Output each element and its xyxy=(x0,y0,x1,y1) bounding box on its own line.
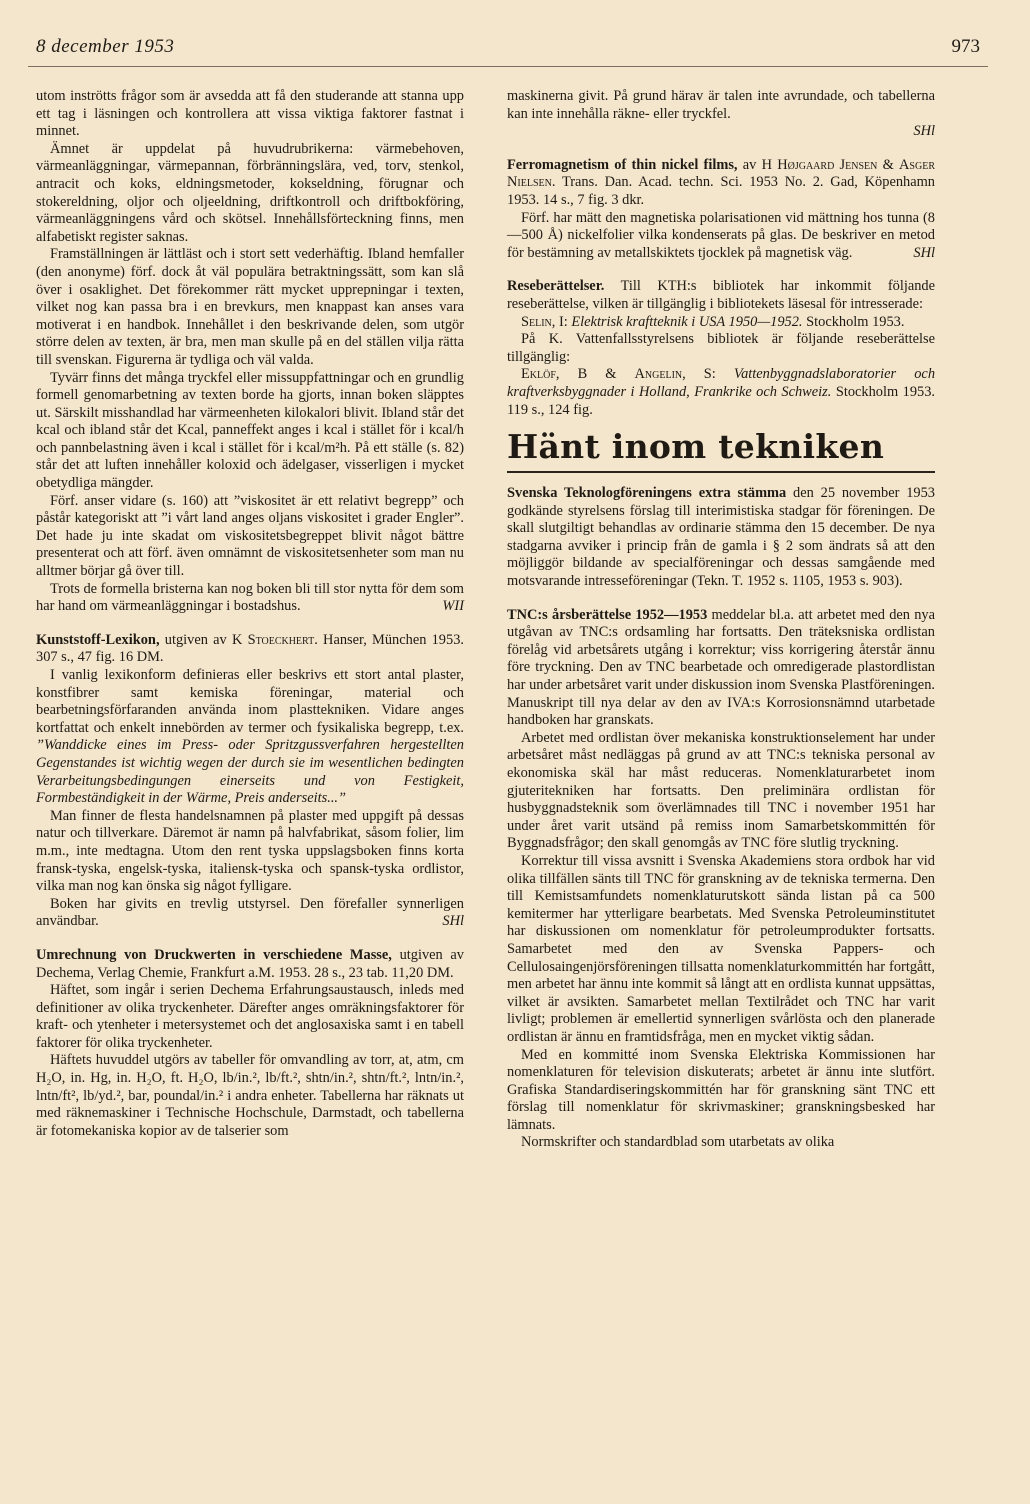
book-title: Umrechnung von Druckwerten in verschiedene Masse, xyxy=(36,946,392,963)
review-paragraph: utom inströtts frågor som är avsedda att få den studerande att stanna upp ett tag i läsningen och kontrollera att vissa viktiga faktorer fastnat i minnet. xyxy=(36,88,464,140)
report-title: Elektrisk kraftteknik i USA 1950—1952. xyxy=(571,313,803,330)
news-text: den 25 november 1953 godkände styrelsens förslag till interimistiska stadgar för föreningen. De skall slutgiltigt behandlas av ordinarie stämma den 15 december. De nya stadgarna avviker i princip från de gamla i § 2 som ändrats så att den möjliggör bildande av specialföreningar och dessas samgående med motsvarande intresseföreningar (Tekn. T. 1952 s. 1105, 1953 s. 903). xyxy=(507,485,935,590)
book-citation xyxy=(36,947,464,982)
news-paragraph xyxy=(507,607,935,730)
news-paragraph: Normskrifter och standardblad som utarbetats av olika xyxy=(521,1134,835,1151)
spacer xyxy=(507,141,935,157)
book-author: Asger Nielsen xyxy=(507,156,935,191)
citation-text: & xyxy=(877,156,900,173)
review-paragraph xyxy=(507,210,935,263)
book-citation xyxy=(507,157,935,210)
review-paragraph xyxy=(36,667,464,808)
listing-text: , I: xyxy=(551,313,572,330)
review-paragraph xyxy=(36,581,464,616)
citation-text: . Trans. Dan. Acad. techn. Sci. 1953 No. 2. Gad, Köpenhamn 1953. 14 s., 7 fig. 3 dkr. xyxy=(507,174,935,208)
citation-text: utgiven av Dechema, Verlag Chemie, Frankfurt a.M. 1953. 28 s., 23 tab. 11,20 DM. xyxy=(36,946,464,981)
review-paragraph: Häftets huvuddel utgörs av tabeller för omvandling av torr, at, atm, cm H₂O, in. Hg, in. H₂O, ft. H₂O, lb/in.², lb/ft.², shtn/in.², shtn/ft.², lntn/in.², lntn/ft², lb/yd.², bar, poundal/in.² i andra enheter. Tabellerna har räknats ut med räknemaskiner i Technische Hochschule, Darmstadt, och tabellerna är fotomekaniska kopior av de talserier som xyxy=(36,1052,464,1139)
review-text: I vanlig lexikonform definieras eller beskrivs ett stort antal plaster, konstfibrer samt kemiska föreningar, material och bearbetningsförfaranden använda inom plasttekniken. Vidare anges kortfattat och enkelt innebörden av termer och fysikaliska begrepp, t.ex. xyxy=(36,667,464,736)
spacer xyxy=(507,591,935,607)
report-author: Eklöf xyxy=(521,366,556,383)
page-number: 973 xyxy=(951,36,980,57)
reviewer-signature: WII xyxy=(442,598,464,615)
review-text: Förf. har mätt den magnetiska polarisationen vid mättning hos tunna (8—500 Å) nickelfolier vilka kondenserats på glas. De beskriver en metod för bestämning av metallskiktets tjocklek på magnetisk väg. xyxy=(507,209,935,261)
book-author: Stoeckhert xyxy=(247,631,315,648)
review-paragraph: Förf. anser vidare (s. 160) att ”viskositet är ett relativt begrepp” och påstår kategoriskt att ”i vårt land anges oljans viskositet i grader Engler”. Det hade ju inte skadat om viskositetsbegreppet blivit något bättre presenterat och att förf. även omnämnt de viskositetsenheter som man nu alltmer börjar gå över till. xyxy=(36,492,464,580)
citation-text: . Hanser, München 1953. 307 s., 47 fig. 16 DM. xyxy=(36,631,464,666)
review-paragraph: Häftet, som ingår i serien Dechema Erfahrungsaustausch, inleds med definitioner av olika tryckenheter. Därefter anges omräkningsfaktorer för kraft- och ytenheter i metersystemet och det anglosaxiska samt i en tabell faktorer för olika tryckenheter. xyxy=(36,982,464,1051)
reviewer-signature: SHl xyxy=(913,123,935,140)
notice-paragraph xyxy=(507,278,935,313)
page-header xyxy=(28,34,988,67)
report-author: Selin xyxy=(521,313,552,330)
section-divider xyxy=(507,471,935,473)
listing-text: , S: xyxy=(682,366,734,383)
listing-text: , B & xyxy=(555,366,635,383)
listing-text: Stockholm 1953. xyxy=(802,313,905,330)
citation-text: av H xyxy=(737,156,778,173)
book-title: Kunststoff-Lexikon, xyxy=(36,631,160,648)
review-text: Trots de formella bristerna kan nog boken bli till stor nytta för dem som har hand om värmeanläggningar i bostadshus. xyxy=(36,580,464,615)
section-heading: Hänt inom tekniken xyxy=(507,427,885,467)
report-listing xyxy=(507,314,935,332)
review-paragraph: Man finner de flesta handelsnamnen på plaster med uppgift på dessas natur och tillverkare. Däremot är namn på halvfabrikat, såsom folier, lim m.m., inte medtagna. Utom den rent tyska uppslagsboken finns korta fransk-tyska, engelsk-tyska, italiensk-tyska och spansk-tyska ordlistor, vilka man nog kan önska sig något fylligare. xyxy=(36,807,464,895)
book-title: Ferromagnetism of thin nickel films, xyxy=(507,156,738,173)
report-author: Angelin xyxy=(634,366,683,383)
review-paragraph xyxy=(36,896,464,931)
listing-text: Stockholm 1953. 119 s., 124 fig. xyxy=(507,383,936,418)
notice-title: Reseberättelser. xyxy=(507,278,605,295)
right-column xyxy=(507,88,935,1152)
quoted-text: ”Wanddicke eines im Press- oder Spritzgussverfahren hergestellten Gegenstandes ist wichtig wegen der durch sie im wesentlichen bedingten Verarbeitungsbedingungen einerseits und von Festigkeit, Formbeständigkeit in der Wärme, Preis anderseits...” xyxy=(36,737,464,807)
reviewer-signature: SHl xyxy=(442,913,464,930)
review-text: Boken har givits en trevlig utstyrsel. Den förefaller synnerligen användbar. xyxy=(36,895,464,930)
header-date: 8 december 1953 xyxy=(36,36,175,57)
review-paragraph: Tyvärr finns det många tryckfel eller missuppfattningar och en grundlig formell genomarbetning av texten borde ha gjorts, innan boken släpptes ut. Särskilt misshandlad har värmeenheten kilokalori blivit. Ibland står det kcal och ibland står det Kcal, panneffekt anges i kcal i stället för i kcal/h och pannbelastning även i kcal i stället för i kcal/m²h. På ett ställe (s. 82) står det att luften innehåller koloxid och ädelgaser, visserligen i mycket obetydliga mängder. xyxy=(36,369,464,492)
notice-text: Till KTH:s bibliotek har inkommit följande reseberättelse, vilken är tillgänglig i bibliotekets läsesal för intresserade: xyxy=(507,278,935,312)
news-title: Svenska Teknologföreningens extra stämma xyxy=(507,485,787,502)
reviewer-signature: SHl xyxy=(913,244,935,261)
news-paragraph xyxy=(507,485,935,591)
report-listing xyxy=(507,366,935,419)
news-title: TNC:s årsberättelse 1952—1953 xyxy=(507,606,708,623)
left-column xyxy=(36,88,464,1140)
notice-paragraph: På K. Vattenfallsstyrelsens bibliotek är följande reseberättelse tillgänglig: xyxy=(507,331,935,365)
report-title: Vattenbyggnadslaboratorier och kraftverksbyggnader i Holland, Frankrike och Schweiz. xyxy=(507,366,936,400)
spacer xyxy=(36,616,464,632)
review-paragraph: maskinerna givit. På grund härav är talen inte avrundade, och tabellerna kan inte innehålla räkne- eller tryckfel. xyxy=(507,88,935,122)
book-author: Højgaard Jensen xyxy=(777,156,878,173)
news-paragraph: Korrektur till vissa avsnitt i Svenska Akademiens stora ordbok har vid olika tillfällen sänts till TNC för granskning av de tekniska termerna. Den till Kemistsamfundets nomenklaturutskott sända listan på ca 500 kemitermer har ytterligare bearbetats. Med Svenska Petroleuminstitutet har diskussionen om nomenklatur för petroleumprodukter fortsatts. Samarbetet med den av Svenska Pappers- och Cellulosaingenjörsföreningen tillsatta nomenklaturkommittén har fortgått, men arbetet har ännu inte kommit så långt att en ordlista kunnat uppsättas, vilket är avsikten. Samarbetet mellan Textilrådet och TNC har varit livligt; problemen är emellertid synnerligen svårlösta och den planerade ordlistan är ännu en framtidsfråga, men en mycket viktig sådan. xyxy=(507,852,936,1045)
citation-text: utgiven av K xyxy=(159,631,248,648)
news-paragraph: Med en kommitté inom Svenska Elektriska Kommissionen har nomenklaturen för television diskuterats; arbetet är ännu inte slutfört. Grafiska Standardiseringskommittén har för granskning sänt TNC ett förslag till nomenklatur för skrivmaskiner; granskningsbesked har lämnats. xyxy=(507,1046,935,1133)
news-text: meddelar bl.a. att arbetet med den nya utgåvan av TNC:s ordsamling har fortsatts. Den träteksniska ordlistan förelåg vid arbetsårets utgång i korrektur; viss korrigering återstår ännu före tryckning. Den av TNC bearbetade och omredigerade plastordlistan har under arbetsåret varit under diskussion inom Svenska Plastföreningen. Manuskript till nya delar av den av IVA:s Korrosionsnämnd utarbetade handboken har granskats. xyxy=(507,606,935,729)
spacer xyxy=(507,262,935,278)
review-paragraph: Framställningen är lättläst och i stort sett vederhäftig. Ibland hemfaller (den anonyme) förf. dock åt väl populära betraktningssätt, som kan slå över i osaklighet. Det förekommer rätt mycket upprepningar i texten, vilket nog kan passa bra i en brevkurs, men knappast kan anses vara motiverat i en handbok. Innehållet i den beskrivande delen, som utgör större delen av texten, är bra, men man skulle på en del ställen vilja rätta till svenskan. Figurerna är tydliga och väl valda. xyxy=(36,246,464,368)
news-paragraph: Arbetet med ordlistan över mekaniska konstruktionselement har under arbetsåret måst nedläggas på grund av att TNC:s tekniska personal av ekonomiska skäl har måst reduceras. Nomenklaturarbetet inom gjuteritekniken har fortsatts. Den preliminära ordlistan för husbyggnadsteknik som överlämnades till TNC i november 1951 har under året varit utsänd på remiss inom Samarbetskommittén för Byggnadsfrågor; den skall genomgås av TNC före slutlig tryckning. xyxy=(507,729,935,852)
book-citation xyxy=(36,632,464,667)
review-paragraph: Ämnet är uppdelat på huvudrubrikerna: värmebehoven, värmeanläggningar, värmepannan, förbränningslära, ved, torv, stenkol, antracit och koks, eldningsmetoder, kokseldning, förugnar och stokereldning, oljor och oljeeldning, driftkontroll och driftbokföring, värmeanläggningens vård och skötsel. Innehållsförteckning finns, men alfabetiskt register saknas. xyxy=(36,140,464,245)
spacer xyxy=(36,931,464,947)
